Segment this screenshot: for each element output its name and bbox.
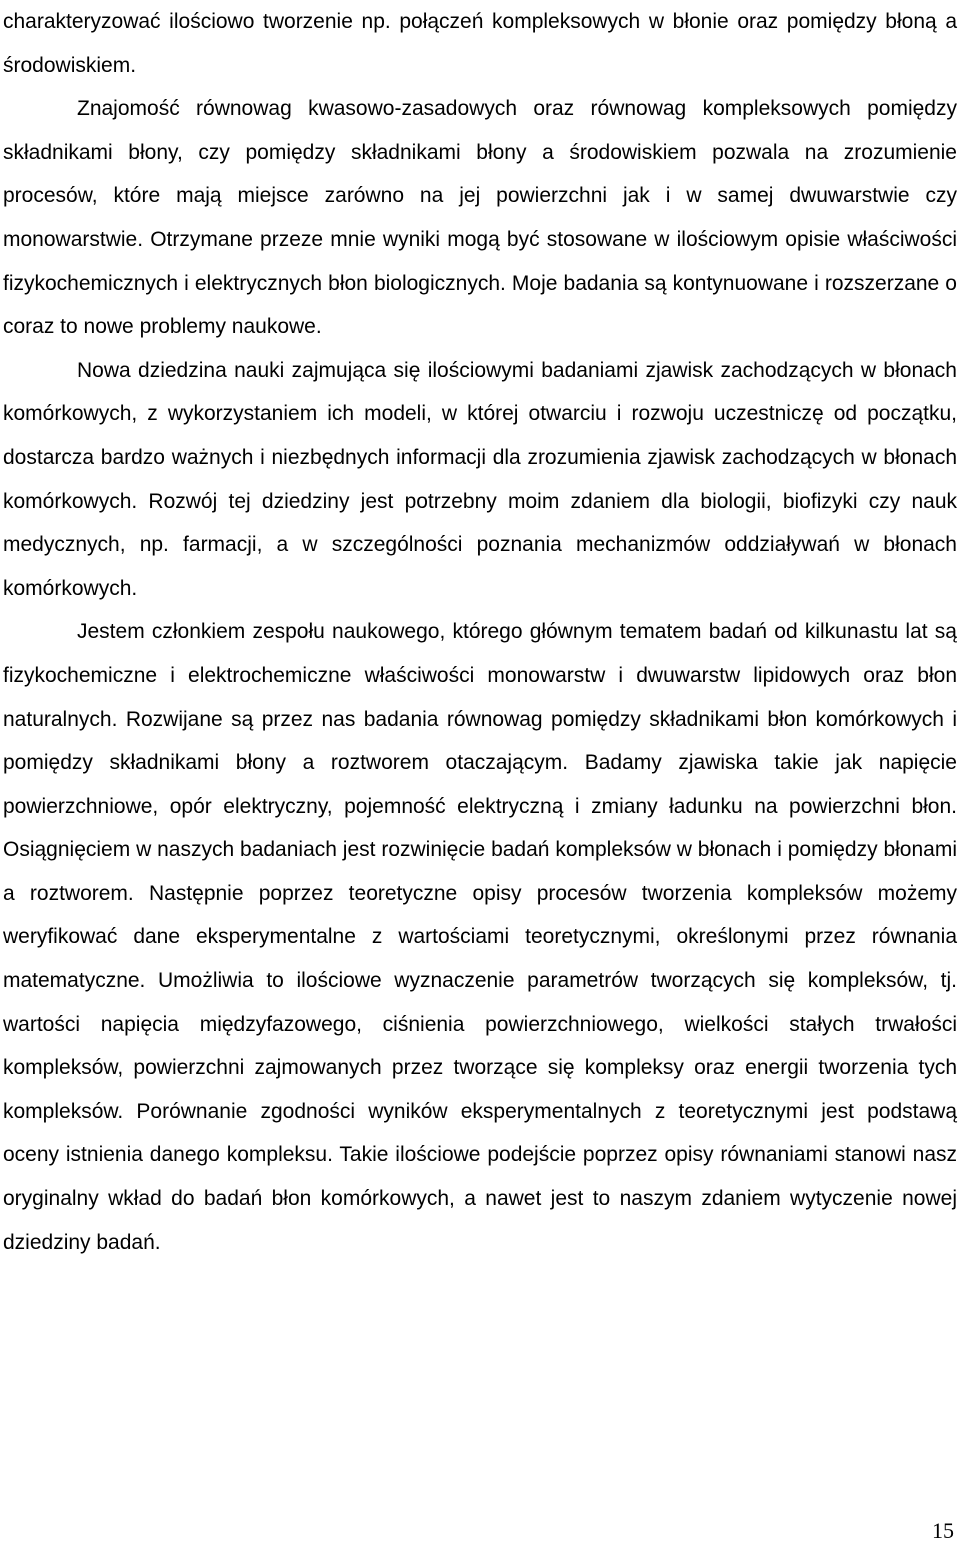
paragraph-new-field: Nowa dziedzina nauki zajmująca się ilościowymi badaniami zjawisk zachodzących w błonach komórkowych, z wykorzystaniem ich modeli, w której otwarciu i rozwoju uczestniczę od początku, dostarcza bardzo ważnych i niezbędnych informacji dla zrozumienia zjawisk zachodzących w błonach komórkowych. Rozwój tej dziedziny jest potrzebny moim zdaniem dla biologii, biofizyki czy nauk medycznych, np. farmacji, a w szczególności poznania mechanizmów oddziaływań w błonach komórkowych. (3, 358, 957, 600)
paragraph-equilibria: Znajomość równowag kwasowo-zasadowych oraz równowag kompleksowych pomiędzy składnikami błony, czy pomiędzy składnikami błony a środowiskiem pozwala na zrozumienie procesów, które mają miejsce zarówno na jej powierzchni jak i w samej dwuwarstwie czy monowarstwie. Otrzymane przeze mnie wyniki mogą być stosowane w ilościowym opisie właściwości fizykochemicznych i elektrycznych błon biologicznych. Moje badania są kontynuowane i rozszerzane o coraz to nowe problemy naukowe. (3, 97, 957, 339)
document-page (3, 0, 957, 1264)
page-number: 15 (932, 1518, 954, 1543)
paragraph-research-team: Jestem członkiem zespołu naukowego, którego głównym tematem badań od kilkunastu lat są fizykochemiczne i elektrochemiczne właściwości monowarstw i dwuwarstw lipidowych oraz błon naturalnych. Rozwijane są przez nas badania równowag pomiędzy składnikami błon komórkowych i pomiędzy składnikami błony a roztworem otaczającym. Badamy zjawiska takie jak napięcie powierzchniowe, opór elektryczny, pojemność elektryczną i zmiany ładunku na powierzchni błon. Osiągnięciem w naszych badaniach jest rozwinięcie badań kompleksów w błonach i pomiędzy błonami a roztworem. Następnie poprzez teoretyczne opisy procesów tworzenia kompleksów możemy weryfikować dane eksperymentalne z wartościami teoretycznymi, określonymi przez równania matematyczne. Umożliwia to ilościowe wyznaczenie parametrów tworzących się kompleksów, tj. wartości napięcia międzyfazowego, ciśnienia powierzchniowego, wielkości stałych trwałości kompleksów, powierzchni zajmowanych przez tworzące się kompleksy oraz energii tworzenia tych kompleksów. Porównanie zgodności wyników eksperymentalnych z teoretycznymi jest podstawą oceny istnienia danego kompleksu. Takie ilościowe podejście poprzez opisy równaniami stanowi nasz oryginalny wkład do badań błon komórkowych, a nawet jest to naszym zdaniem wytyczenie nowej dziedziny badań. (3, 620, 957, 1254)
paragraph-continuation: charakteryzować ilościowo tworzenie np. połączeń kompleksowych w błonie oraz pomiędzy błoną a środowiskiem. (3, 10, 957, 77)
